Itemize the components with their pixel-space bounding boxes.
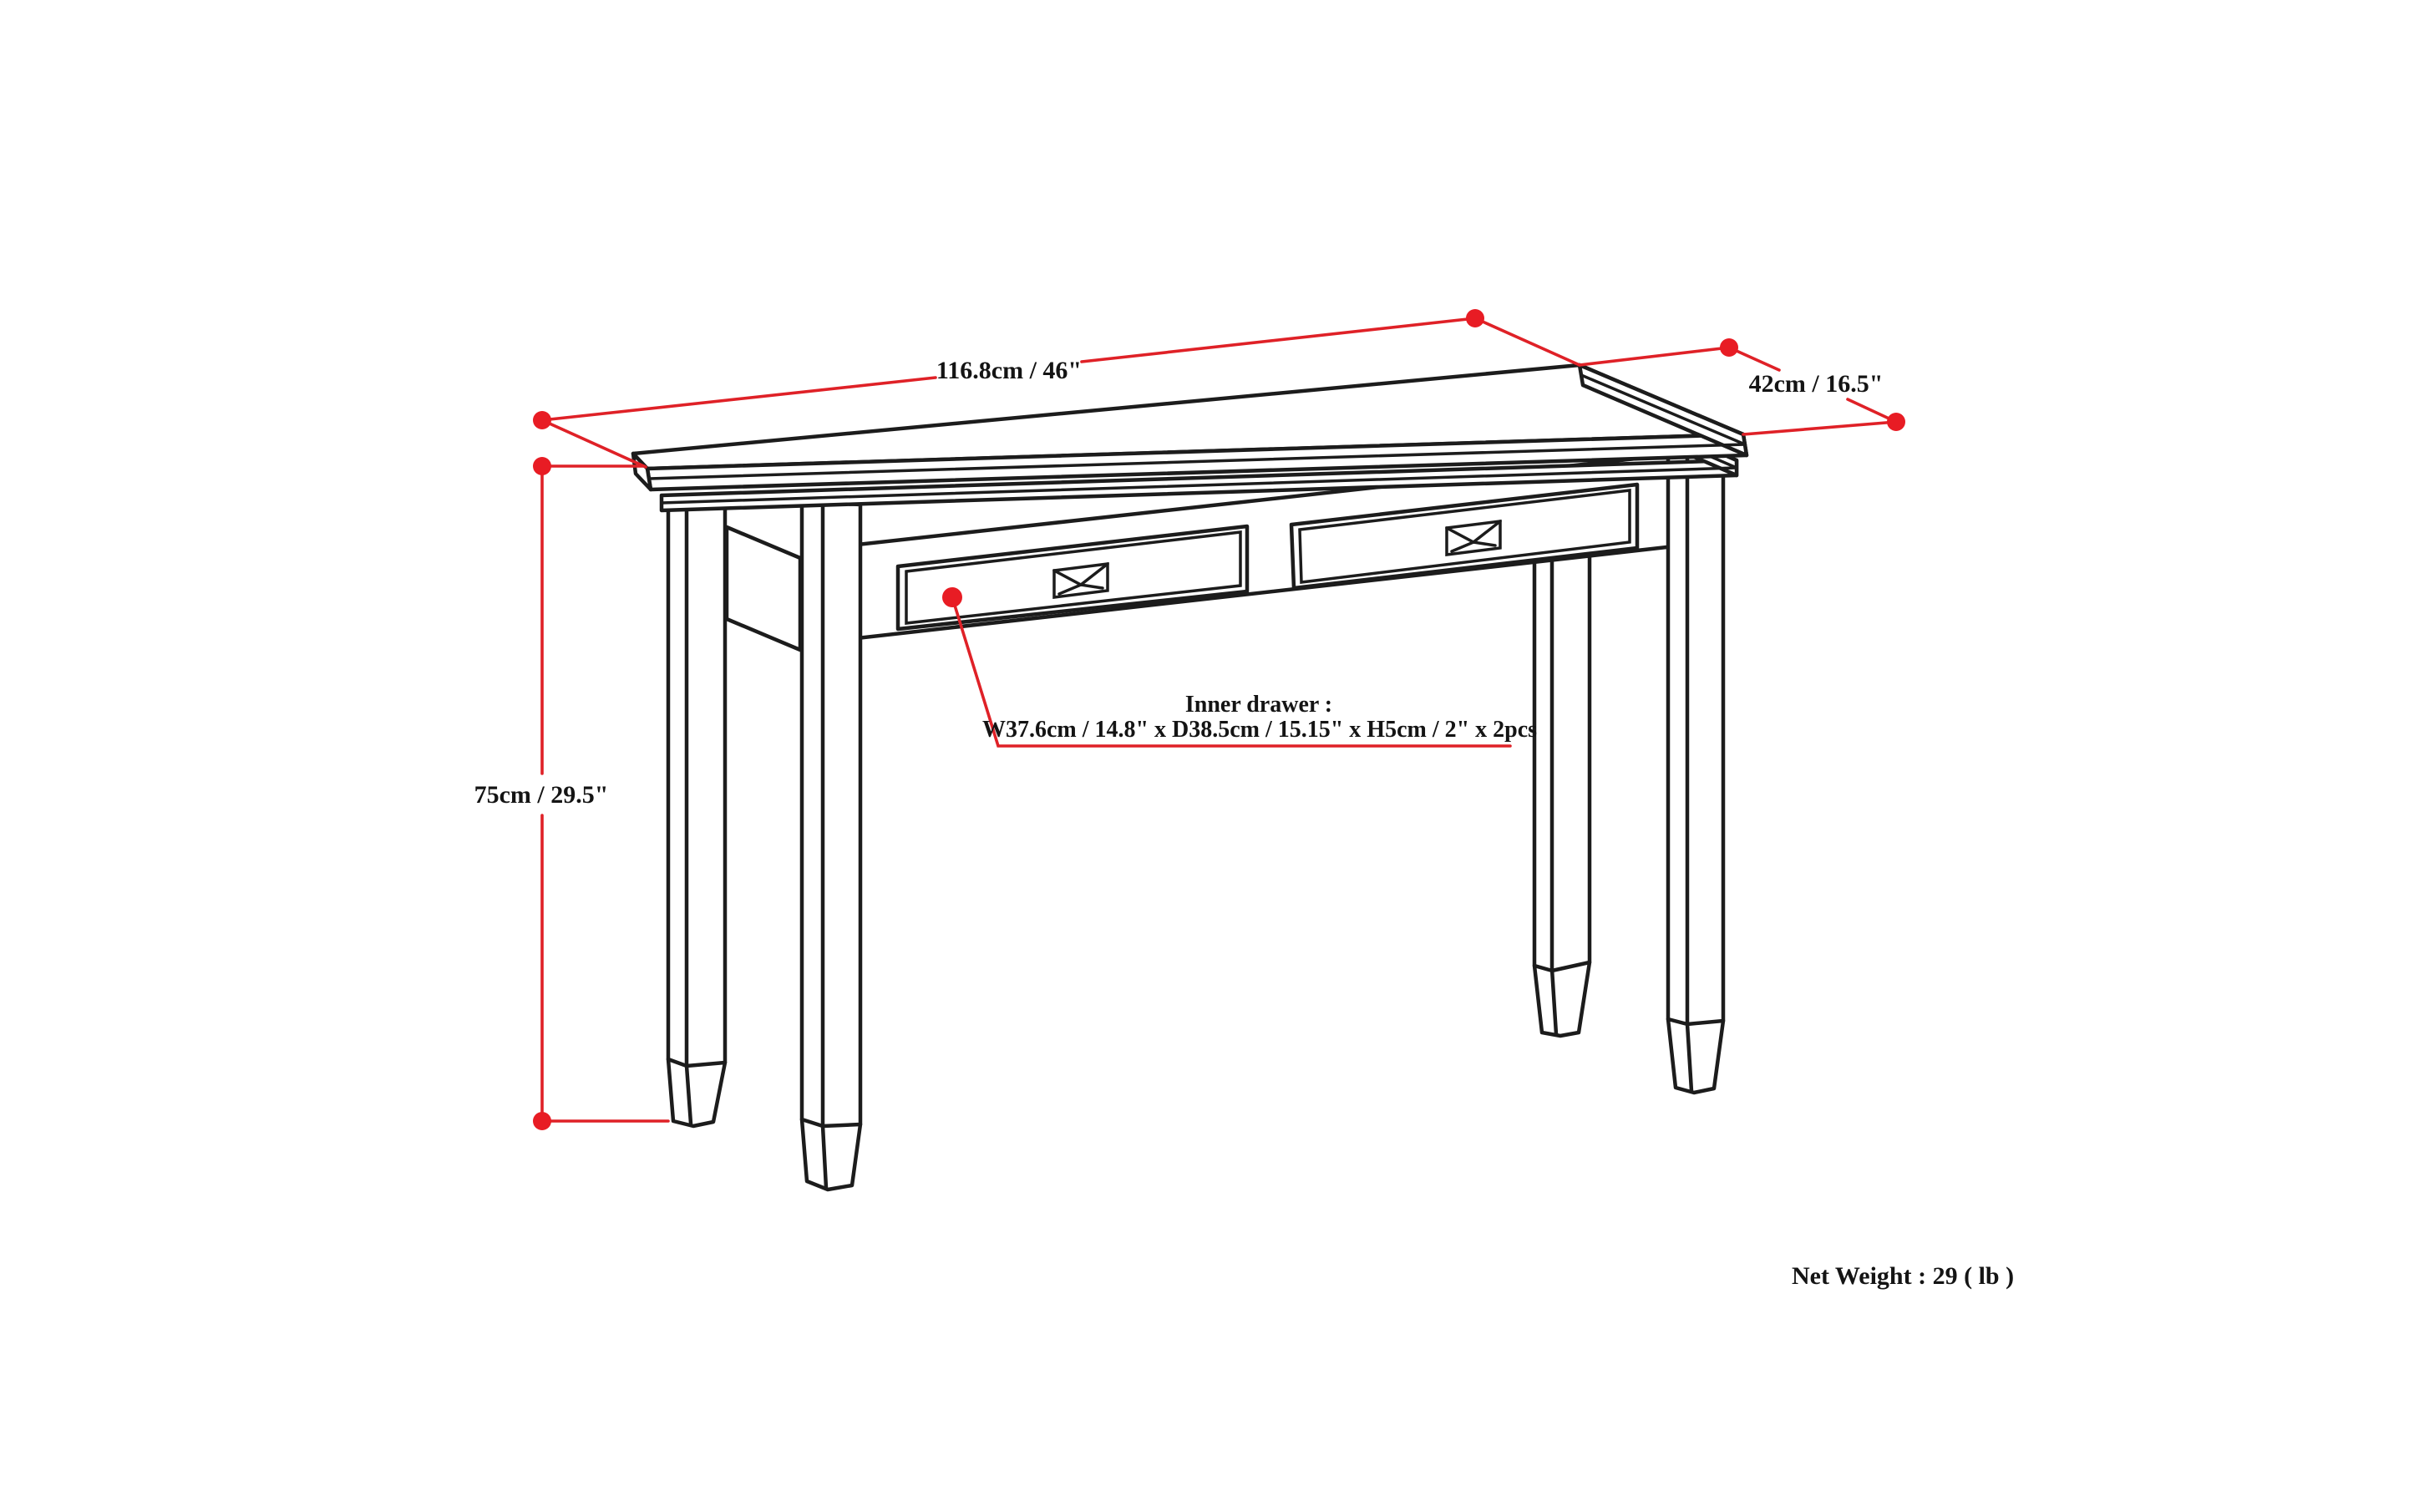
height-dimension-label: 75cm / 29.5" (474, 781, 609, 809)
depth-dimension-label: 42cm / 16.5" (1748, 370, 1884, 398)
dimension-dot (533, 457, 551, 475)
back-right-leg (1534, 531, 1590, 1036)
dimension-dot (1466, 309, 1484, 327)
side-panel (727, 527, 800, 650)
width-dimension-label: 116.8cm / 46" (936, 357, 1083, 384)
front-left-leg (802, 501, 860, 1190)
dimension-dot (1887, 413, 1905, 431)
dimension-dot (533, 1112, 551, 1130)
dimension-dot (942, 587, 962, 607)
table-drawing (633, 365, 1747, 1190)
back-left-leg (668, 500, 725, 1126)
inner-drawer-note-dimensions: W37.6cm / 14.8" x D38.5cm / 15.15" x H5cm / 2" x 2pcs (981, 717, 1538, 743)
dimension-dot (1720, 338, 1738, 357)
front-right-leg (1668, 451, 1723, 1093)
net-weight-label: Net Weight : 29 ( lb ) (1792, 1262, 2015, 1290)
inner-drawer-note-title: Inner drawer : (1184, 692, 1333, 718)
dimension-dot (533, 411, 551, 429)
